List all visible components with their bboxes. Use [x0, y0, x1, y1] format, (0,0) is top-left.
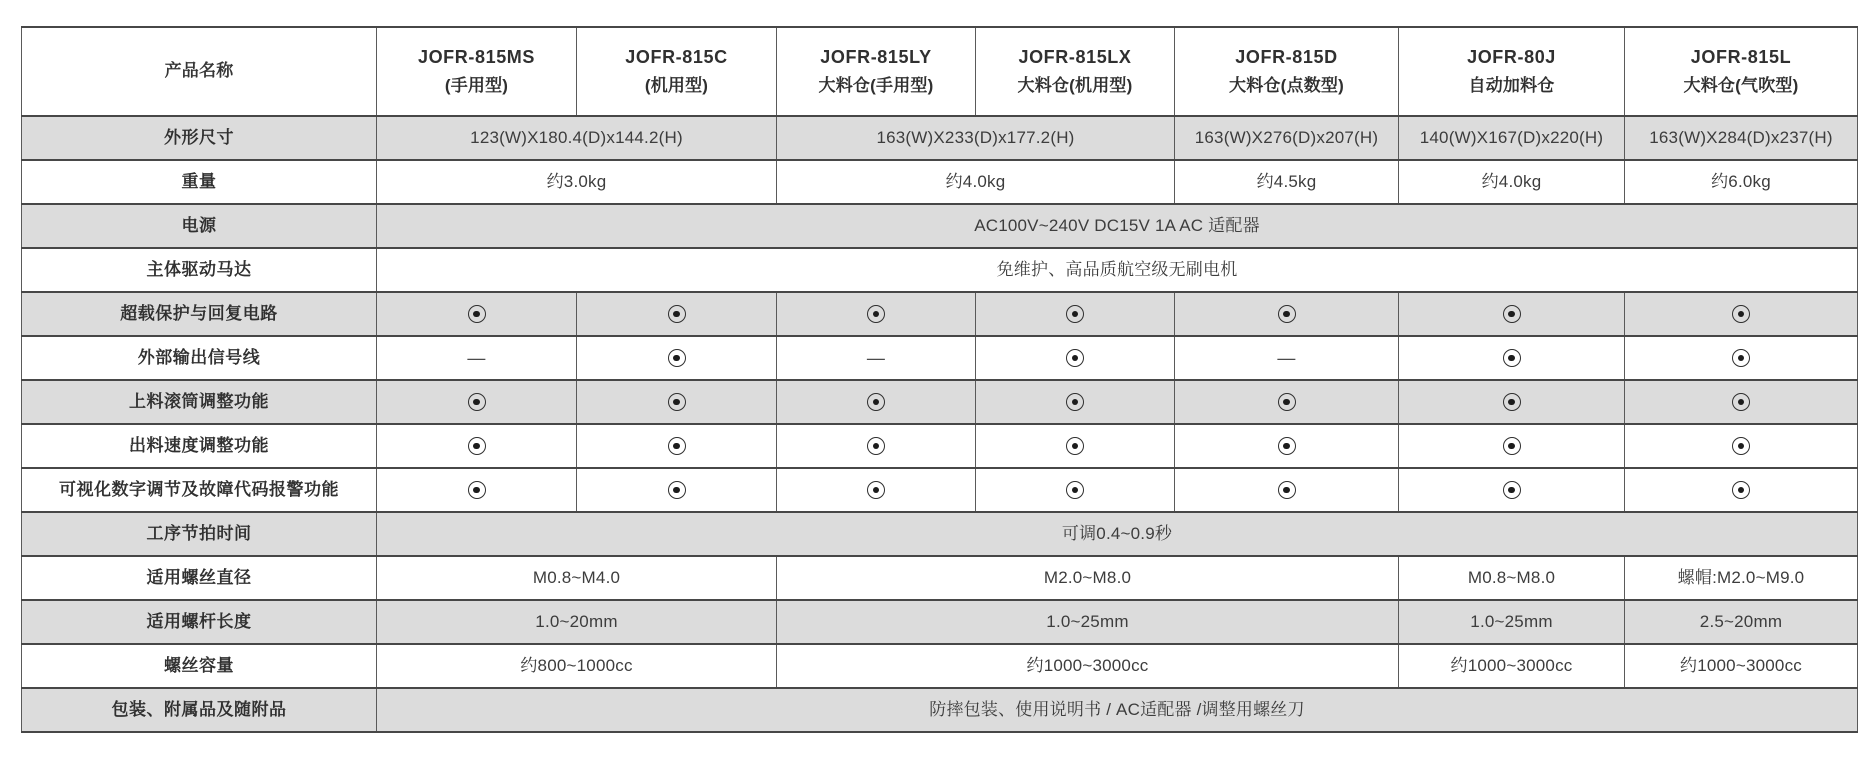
feature-supported-cell: [377, 424, 577, 468]
feature-supported-cell: [377, 380, 577, 424]
fisheye-dot-icon: [867, 305, 885, 323]
fisheye-dot-icon: [468, 305, 486, 323]
fisheye-dot-icon: [668, 481, 686, 499]
product-variant: 大料仓(气吹型): [1683, 76, 1799, 96]
product-model: JOFR-815LX: [1018, 46, 1132, 67]
fisheye-dot-icon: [1503, 481, 1521, 499]
spec-table-container: [21, 26, 1858, 733]
spec-value-cell: AC100V~240V DC15V 1A AC 适配器: [377, 204, 1858, 248]
fisheye-dot-icon: [1503, 349, 1521, 367]
product-column-header: [1399, 27, 1625, 116]
fisheye-dot-icon: [1732, 349, 1750, 367]
feature-unavailable-cell: —: [1175, 336, 1399, 380]
table-row: [22, 512, 1858, 556]
feature-supported-cell: [976, 380, 1175, 424]
feature-supported-cell: [976, 468, 1175, 512]
feature-supported-cell: [777, 292, 976, 336]
fisheye-dot-icon: [468, 481, 486, 499]
feature-supported-cell: [976, 292, 1175, 336]
product-variant: (手用型): [444, 76, 509, 96]
row-label: 出料速度调整功能: [22, 424, 377, 468]
header-product-name-label: 产品名称: [22, 27, 377, 116]
feature-supported-cell: [1175, 380, 1399, 424]
table-row: [22, 556, 1858, 600]
fisheye-dot-icon: [668, 393, 686, 411]
row-label: 螺丝容量: [22, 644, 377, 688]
product-model: JOFR-815C: [625, 46, 728, 67]
product-model: JOFR-80J: [1467, 46, 1556, 67]
product-column-header: [777, 27, 976, 116]
spec-value-cell: 约1000~3000cc: [1399, 644, 1625, 688]
product-variant: (机用型): [644, 76, 709, 96]
spec-value-cell: 163(W)X284(D)x237(H): [1625, 116, 1858, 160]
feature-supported-cell: [1399, 424, 1625, 468]
feature-supported-cell: [1399, 468, 1625, 512]
feature-supported-cell: [1399, 380, 1625, 424]
fisheye-dot-icon: [1503, 305, 1521, 323]
spec-value-cell: 螺帽:M2.0~M9.0: [1625, 556, 1858, 600]
table-header: [22, 27, 1858, 116]
fisheye-dot-icon: [1066, 437, 1084, 455]
product-model: JOFR-815D: [1235, 46, 1338, 67]
spec-value-cell: M2.0~M8.0: [777, 556, 1399, 600]
product-model: JOFR-815MS: [417, 46, 536, 67]
fisheye-dot-icon: [1732, 481, 1750, 499]
fisheye-dot-icon: [1278, 393, 1296, 411]
row-label: 外部输出信号线: [22, 336, 377, 380]
spec-value-cell: M0.8~M8.0: [1399, 556, 1625, 600]
fisheye-dot-icon: [1066, 349, 1084, 367]
table-row: [22, 248, 1858, 292]
feature-supported-cell: [377, 292, 577, 336]
table-row: [22, 336, 1858, 380]
feature-supported-cell: [777, 468, 976, 512]
fisheye-dot-icon: [468, 393, 486, 411]
row-label: 重量: [22, 160, 377, 204]
product-column-header: [377, 27, 577, 116]
feature-supported-cell: [577, 292, 777, 336]
feature-supported-cell: [577, 424, 777, 468]
fisheye-dot-icon: [867, 437, 885, 455]
fisheye-dot-icon: [668, 437, 686, 455]
fisheye-dot-icon: [1503, 437, 1521, 455]
row-label: 适用螺丝直径: [22, 556, 377, 600]
product-variant: 大料仓(机用型): [1017, 76, 1133, 96]
table-row: [22, 116, 1858, 160]
spec-value-cell: 约6.0kg: [1625, 160, 1858, 204]
spec-value-cell: 约4.0kg: [1399, 160, 1625, 204]
spec-value-cell: 约3.0kg: [377, 160, 777, 204]
feature-supported-cell: [377, 468, 577, 512]
feature-unavailable-cell: —: [377, 336, 577, 380]
product-model: JOFR-815L: [1690, 46, 1792, 67]
feature-supported-cell: [976, 424, 1175, 468]
row-label: 包装、附属品及随附品: [22, 688, 377, 732]
feature-supported-cell: [1625, 424, 1858, 468]
spec-value-cell: 约4.0kg: [777, 160, 1175, 204]
fisheye-dot-icon: [1278, 481, 1296, 499]
feature-supported-cell: [1399, 336, 1625, 380]
feature-unavailable-cell: —: [777, 336, 976, 380]
spec-value-cell: 1.0~25mm: [1399, 600, 1625, 644]
table-row: [22, 424, 1858, 468]
row-label: 上料滚筒调整功能: [22, 380, 377, 424]
row-label: 主体驱动马达: [22, 248, 377, 292]
fisheye-dot-icon: [1066, 481, 1084, 499]
product-column-header: [1625, 27, 1858, 116]
spec-value-cell: 163(W)X233(D)x177.2(H): [777, 116, 1175, 160]
table-row: [22, 292, 1858, 336]
product-column-header: [1175, 27, 1399, 116]
feature-supported-cell: [1175, 468, 1399, 512]
fisheye-dot-icon: [1732, 393, 1750, 411]
product-variant: 自动加料仓: [1468, 76, 1555, 96]
row-label: 外形尺寸: [22, 116, 377, 160]
product-variant: 大料仓(手用型): [818, 76, 934, 96]
spec-value-cell: 可调0.4~0.9秒: [377, 512, 1858, 556]
table-row: [22, 204, 1858, 248]
spec-value-cell: 约4.5kg: [1175, 160, 1399, 204]
product-variant: 大料仓(点数型): [1229, 76, 1344, 96]
spec-value-cell: 约1000~3000cc: [1625, 644, 1858, 688]
fisheye-dot-icon: [1732, 437, 1750, 455]
feature-supported-cell: [1175, 292, 1399, 336]
feature-supported-cell: [777, 380, 976, 424]
product-model: JOFR-815LY: [820, 46, 932, 67]
table-row: [22, 644, 1858, 688]
fisheye-dot-icon: [867, 481, 885, 499]
spec-value-cell: 免维护、高品质航空级无刷电机: [377, 248, 1858, 292]
spec-value-cell: 1.0~20mm: [377, 600, 777, 644]
product-column-header: [577, 27, 777, 116]
feature-supported-cell: [577, 468, 777, 512]
feature-supported-cell: [1399, 292, 1625, 336]
feature-supported-cell: [1625, 380, 1858, 424]
spec-value-cell: 1.0~25mm: [777, 600, 1399, 644]
feature-supported-cell: [777, 424, 976, 468]
fisheye-dot-icon: [1066, 393, 1084, 411]
fisheye-dot-icon: [1066, 305, 1084, 323]
table-row: [22, 160, 1858, 204]
product-spec-table: [21, 26, 1858, 733]
fisheye-dot-icon: [668, 305, 686, 323]
fisheye-dot-icon: [1503, 393, 1521, 411]
feature-supported-cell: [577, 380, 777, 424]
spec-value-cell: 防摔包装、使用说明书 / AC适配器 /调整用螺丝刀: [377, 688, 1858, 732]
feature-supported-cell: [577, 336, 777, 380]
header-row: [22, 27, 1858, 116]
row-label: 电源: [22, 204, 377, 248]
table-body: [22, 116, 1858, 732]
spec-value-cell: M0.8~M4.0: [377, 556, 777, 600]
table-row: [22, 600, 1858, 644]
fisheye-dot-icon: [668, 349, 686, 367]
product-column-header: [976, 27, 1175, 116]
fisheye-dot-icon: [1732, 305, 1750, 323]
table-row: [22, 468, 1858, 512]
row-label: 工序节拍时间: [22, 512, 377, 556]
row-label: 可视化数字调节及故障代码报警功能: [22, 468, 377, 512]
fisheye-dot-icon: [867, 393, 885, 411]
row-label: 适用螺杆长度: [22, 600, 377, 644]
feature-supported-cell: [1625, 292, 1858, 336]
fisheye-dot-icon: [1278, 437, 1296, 455]
spec-value-cell: 约800~1000cc: [377, 644, 777, 688]
spec-value-cell: 约1000~3000cc: [777, 644, 1399, 688]
table-row: [22, 688, 1858, 732]
feature-supported-cell: [1625, 468, 1858, 512]
spec-value-cell: 140(W)X167(D)x220(H): [1399, 116, 1625, 160]
spec-value-cell: 163(W)X276(D)x207(H): [1175, 116, 1399, 160]
feature-supported-cell: [1175, 424, 1399, 468]
fisheye-dot-icon: [468, 437, 486, 455]
spec-value-cell: 2.5~20mm: [1625, 600, 1858, 644]
feature-supported-cell: [976, 336, 1175, 380]
feature-supported-cell: [1625, 336, 1858, 380]
spec-value-cell: 123(W)X180.4(D)x144.2(H): [377, 116, 777, 160]
row-label: 超载保护与回复电路: [22, 292, 377, 336]
table-row: [22, 380, 1858, 424]
fisheye-dot-icon: [1278, 305, 1296, 323]
